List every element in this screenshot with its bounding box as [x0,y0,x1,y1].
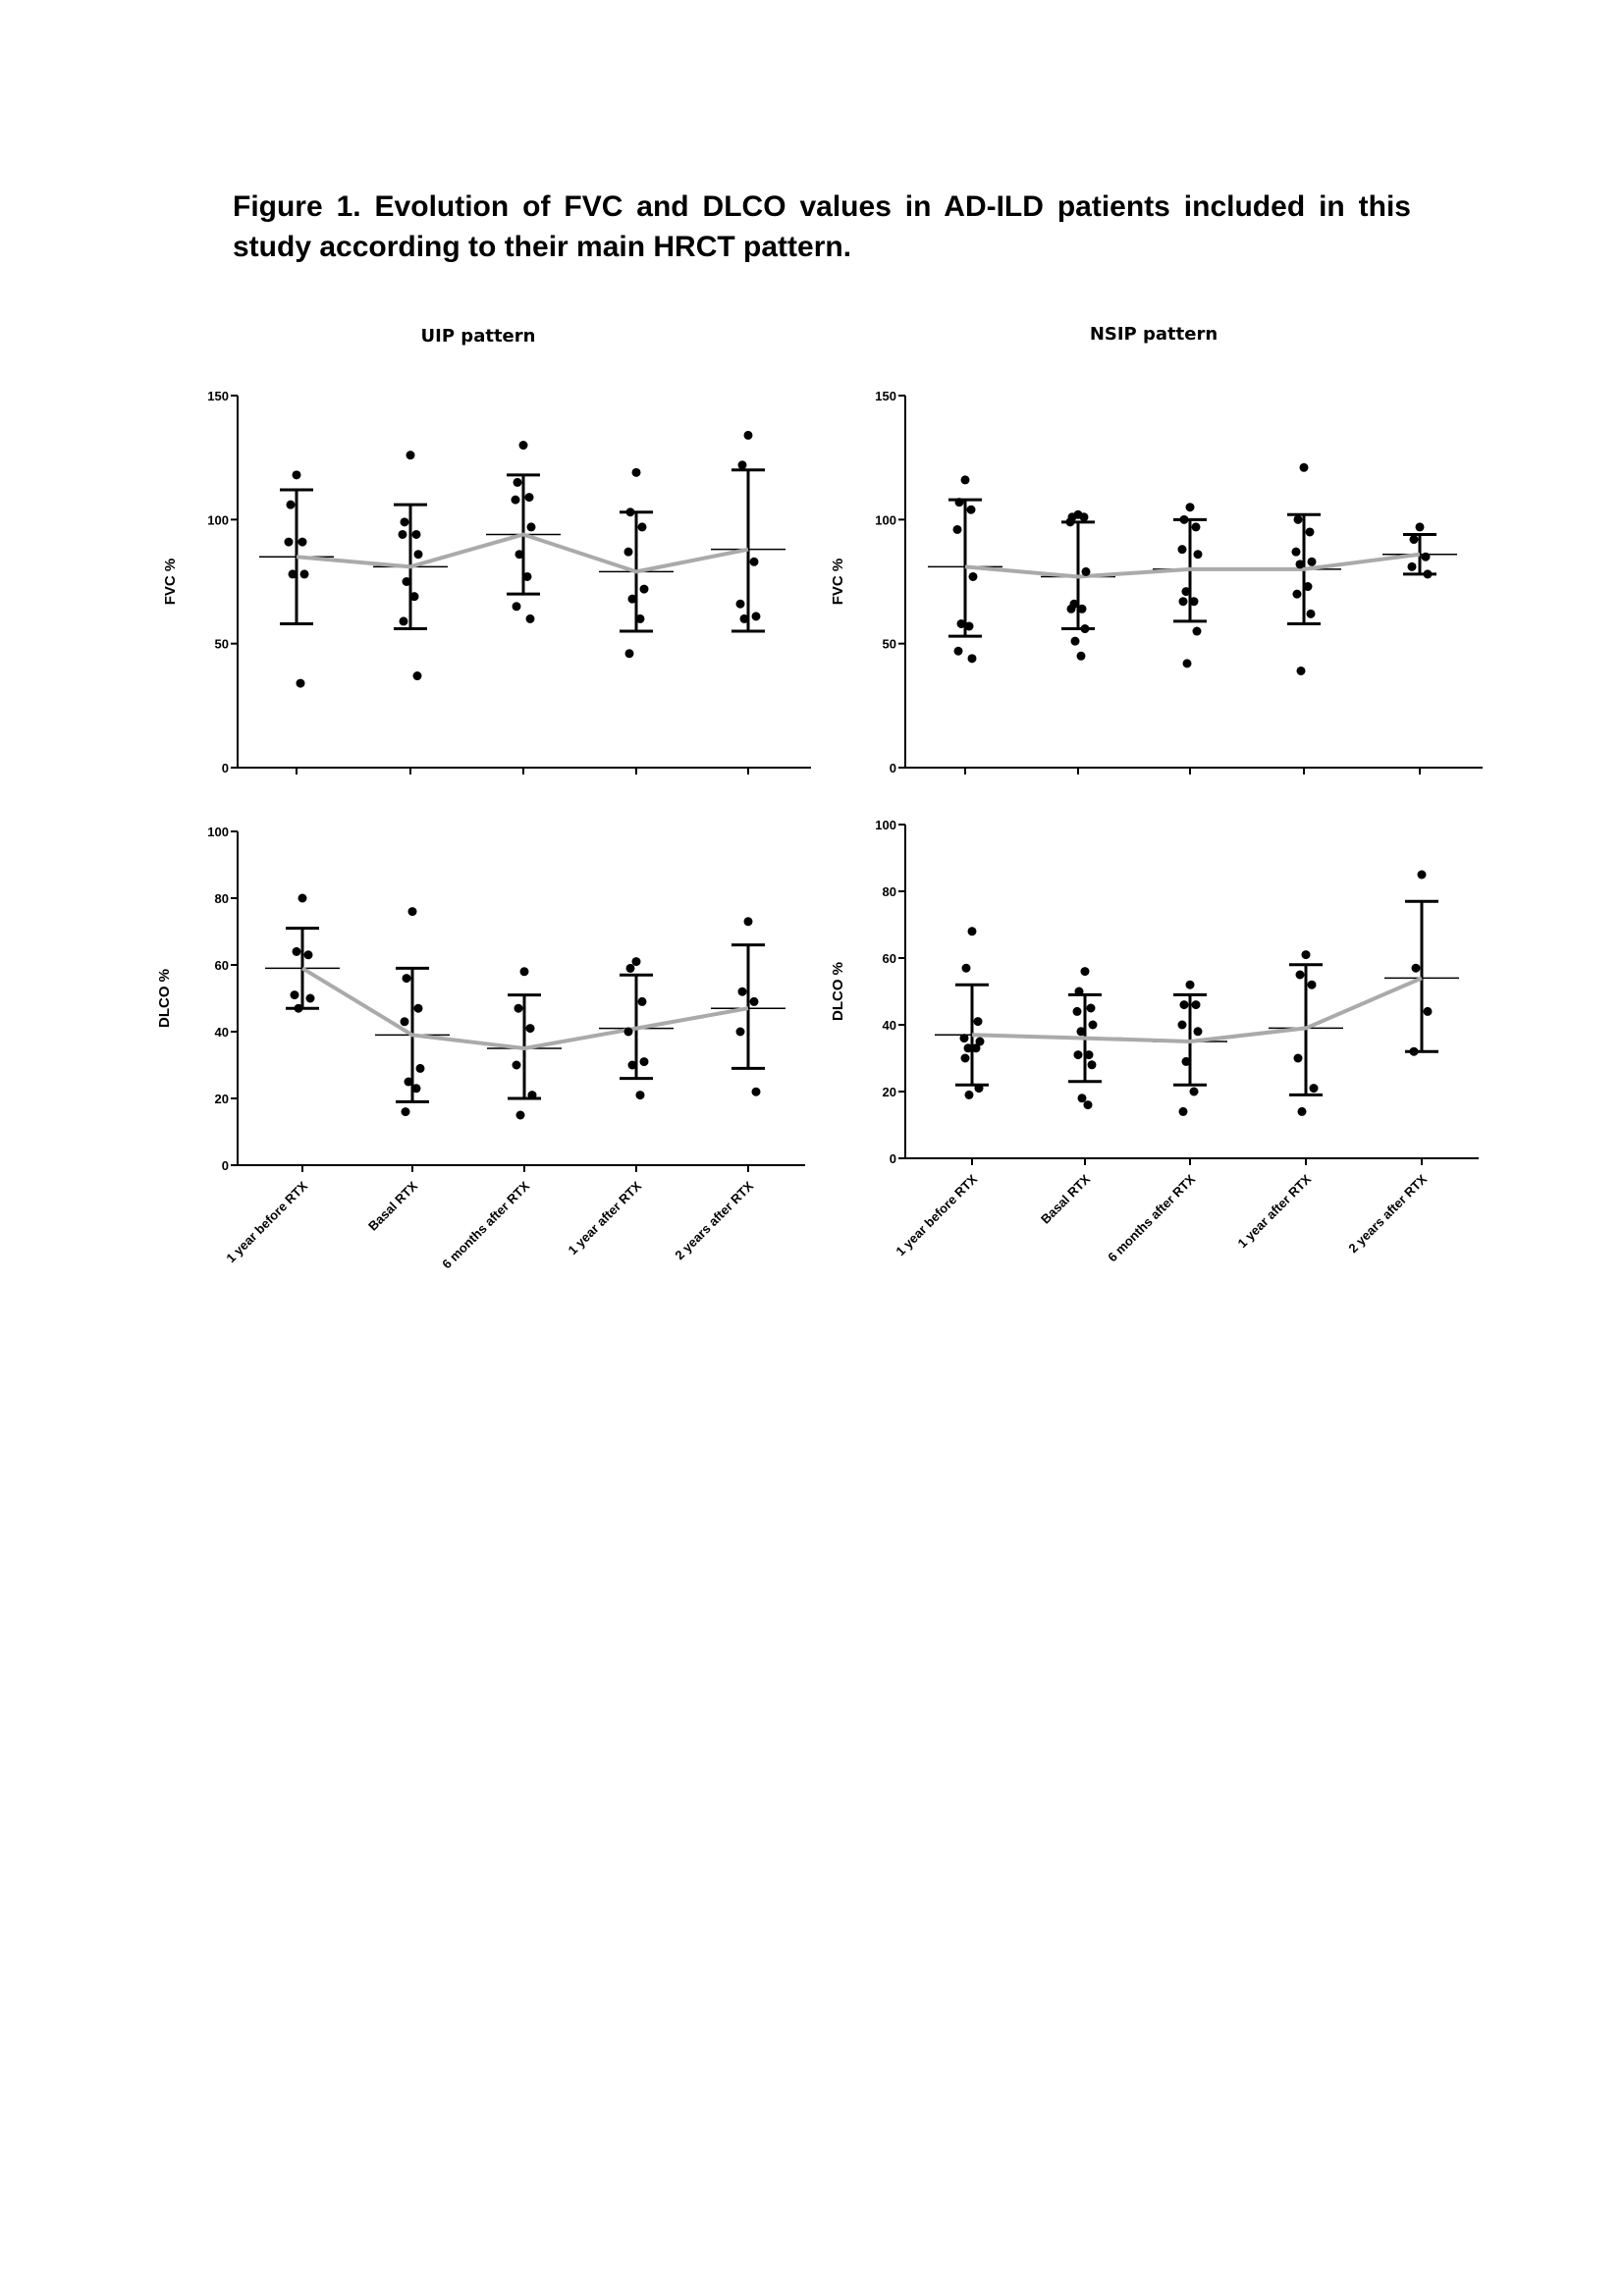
uip-fvc-data-point [297,679,305,688]
nsip-fvc-data-point [955,498,964,507]
nsip-dlco-data-point [1179,1107,1188,1116]
nsip-dlco-data-point [975,1084,984,1093]
nsip-dlco-data-point [1310,1084,1319,1093]
nsip-dlco-data-point [1073,1007,1082,1016]
uip-dlco-data-point [632,957,641,966]
uip-dlco-data-point [405,1078,413,1087]
nsip-dlco-data-point [1178,1021,1187,1030]
nsip-fvc-data-point [1077,652,1086,661]
nsip-fvc-data-point [1293,590,1302,599]
nsip-dlco-data-point [960,1034,969,1042]
nsip-fvc-data-point [1416,522,1425,531]
nsip-dlco-category-label: 1 year after RTX [1234,1171,1315,1252]
nsip-dlco-data-point [1194,1027,1203,1036]
nsip-fvc-data-point [1190,597,1199,606]
nsip-dlco-data-point [1078,1094,1087,1102]
uip-dlco-data-point [306,994,315,1003]
uip-fvc-data-point [632,468,641,477]
nsip-dlco-data-point [968,927,977,935]
nsip-fvc-data-point [1080,512,1089,521]
uip-fvc-data-point [413,671,422,680]
uip-dlco-category-label: 1 year before RTX [223,1178,311,1266]
nsip-fvc-data-point [1081,624,1090,633]
nsip-panel-title: NSIP pattern [1089,324,1218,345]
uip-dlco-data-point [401,1017,409,1026]
uip-fvc-y-tick-label: 0 [221,761,229,775]
nsip-fvc-data-point [1180,515,1189,524]
nsip-fvc-data-point [1307,610,1316,618]
uip-dlco-category-label: 1 year after RTX [565,1178,645,1258]
uip-fvc-data-point [625,649,634,658]
nsip-fvc-data-point [1082,567,1091,576]
uip-dlco-data-point [750,997,759,1006]
uip-dlco-data-point [414,1004,423,1013]
nsip-fvc-data-point [1424,569,1433,578]
nsip-fvc-chart [830,389,1483,775]
nsip-fvc-data-point [954,647,963,656]
nsip-dlco-y-tick-label: 40 [882,1018,896,1033]
nsip-fvc-data-point [1294,515,1303,524]
uip-dlco-data-point [298,894,307,903]
uip-fvc-data-point [414,550,423,559]
figure-title-line-2: study according to their main HRCT pattern. [233,231,852,263]
nsip-fvc-data-point [1071,637,1080,646]
uip-dlco-y-tick-label: 60 [214,958,229,973]
uip-dlco-data-point [304,950,313,959]
nsip-fvc-data-point [1179,597,1188,606]
uip-dlco-data-point [636,1091,645,1099]
nsip-dlco-data-point [1294,1054,1303,1063]
nsip-fvc-y-tick-label: 100 [875,512,896,528]
nsip-fvc-data-point [968,654,977,663]
nsip-dlco-data-point [1298,1107,1307,1116]
nsip-fvc-data-point [1078,605,1087,614]
uip-dlco-data-point [628,1061,637,1070]
nsip-dlco-data-point [1412,964,1421,973]
uip-fvc-data-point [626,507,635,516]
nsip-fvc-mean-line [965,555,1420,577]
uip-fvc-data-point [515,550,524,559]
uip-dlco-data-point [736,1028,745,1037]
uip-fvc-data-point [740,614,749,623]
nsip-dlco-data-point [1074,1050,1083,1059]
uip-dlco-data-point [408,907,417,916]
nsip-dlco-data-point [964,1043,973,1052]
uip-dlco-data-point [528,1091,537,1099]
nsip-dlco-y-tick-label: 20 [882,1085,896,1099]
nsip-fvc-data-point [1300,463,1309,472]
uip-dlco-data-point [738,988,747,996]
uip-fvc-data-point [514,478,522,487]
nsip-dlco-category-label: Basal RTX [1038,1171,1094,1227]
uip-dlco-data-point [526,1024,535,1033]
uip-fvc-data-point [285,538,294,547]
nsip-fvc-data-point [1183,659,1192,667]
uip-fvc-data-point [513,602,521,611]
uip-dlco-data-point [416,1064,425,1073]
nsip-fvc-data-point [1410,535,1419,544]
nsip-dlco-data-point [965,1091,974,1099]
nsip-fvc-y-tick-label: 0 [889,761,896,775]
uip-fvc-data-point [287,501,296,509]
uip-fvc-data-point [526,614,535,623]
figure-title-line-1: Figure 1. Evolution of FVC and DLCO values in AD-ILD patients included in this [233,190,1411,223]
uip-dlco-data-point [402,1107,410,1116]
nsip-dlco-y-tick-label: 100 [875,818,896,832]
uip-dlco-data-point [626,964,635,973]
nsip-dlco-category-label: 1 year before RTX [893,1171,981,1259]
nsip-dlco-data-point [1192,1000,1201,1009]
nsip-dlco-data-point [1085,1050,1094,1059]
nsip-dlco-data-point [1075,988,1084,996]
nsip-fvc-data-point [1067,605,1076,614]
nsip-dlco-data-point [1190,1088,1199,1096]
uip-dlco-data-point [513,1061,521,1070]
uip-fvc-data-point [750,558,759,566]
nsip-dlco-data-point [1186,981,1195,989]
nsip-fvc-data-point [969,572,978,581]
nsip-dlco-data-point [1089,1021,1098,1030]
nsip-dlco-y-axis-label: DLCO % [830,962,846,1021]
uip-dlco-category-label: 6 months after RTX [439,1178,533,1272]
nsip-fvc-data-point [1192,522,1201,531]
uip-fvc-data-point [628,595,637,604]
uip-fvc-data-point [523,572,532,581]
nsip-dlco-data-point [1081,967,1090,976]
uip-fvc-data-point [400,616,408,625]
nsip-dlco-data-point [962,964,971,973]
uip-fvc-chart [162,389,811,775]
nsip-fvc-data-point [1306,527,1315,536]
nsip-fvc-y-tick-label: 50 [882,636,896,652]
nsip-fvc-y-tick-label: 150 [875,389,896,403]
uip-fvc-y-axis-label: FVC % [162,558,179,606]
uip-dlco-category-label: 2 years after RTX [672,1178,757,1263]
nsip-dlco-y-tick-label: 0 [889,1151,896,1166]
uip-fvc-data-point [738,460,747,469]
nsip-dlco-chart [830,818,1479,1264]
uip-dlco-category-label: Basal RTX [365,1178,421,1234]
uip-fvc-data-point [624,548,633,557]
nsip-fvc-data-point [953,525,962,534]
nsip-fvc-data-point [1297,667,1306,675]
nsip-fvc-y-axis-label: FVC % [830,558,846,606]
nsip-fvc-data-point [1194,550,1203,559]
uip-fvc-data-point [744,431,753,440]
nsip-fvc-data-point [1193,627,1202,636]
nsip-dlco-data-point [1410,1047,1419,1056]
uip-fvc-data-point [640,585,649,594]
uip-fvc-data-point [636,614,645,623]
uip-dlco-data-point [291,990,299,999]
nsip-dlco-data-point [961,1054,970,1063]
nsip-dlco-data-point [1418,871,1427,880]
uip-fvc-data-point [519,441,528,450]
nsip-dlco-y-tick-label: 80 [882,884,896,899]
uip-fvc-data-point [399,530,407,539]
nsip-dlco-data-point [1302,950,1311,959]
nsip-dlco-data-point [1087,1004,1096,1013]
uip-fvc-data-point [298,538,307,547]
uip-dlco-y-tick-label: 20 [214,1092,229,1106]
nsip-dlco-data-point [1424,1007,1433,1016]
nsip-fvc-data-point [967,506,976,514]
uip-dlco-chart [156,825,805,1271]
uip-dlco-data-point [514,1004,523,1013]
uip-fvc-data-point [736,600,745,609]
nsip-fvc-data-point [957,619,966,628]
nsip-fvc-data-point [1408,562,1417,571]
uip-fvc-y-tick-label: 150 [207,389,229,403]
uip-dlco-y-tick-label: 0 [221,1158,229,1173]
uip-fvc-data-point [638,522,647,531]
uip-fvc-data-point [300,569,309,578]
nsip-fvc-data-point [1296,560,1305,568]
nsip-fvc-data-point [1066,517,1075,526]
uip-fvc-data-point [752,612,761,620]
nsip-dlco-data-point [1308,981,1317,989]
uip-dlco-data-point [516,1111,525,1120]
nsip-dlco-data-point [1084,1100,1093,1109]
uip-fvc-data-point [406,451,415,459]
nsip-fvc-data-point [965,621,974,630]
uip-dlco-data-point [624,1028,633,1037]
nsip-dlco-y-tick-label: 60 [882,951,896,966]
uip-fvc-data-point [401,517,409,526]
uip-fvc-data-point [403,577,411,586]
nsip-dlco-data-point [1180,1000,1189,1009]
nsip-fvc-data-point [1422,553,1431,561]
uip-dlco-data-point [752,1088,761,1096]
uip-dlco-data-point [640,1057,649,1066]
uip-dlco-data-point [293,947,301,956]
nsip-dlco-data-point [1182,1057,1191,1066]
uip-fvc-data-point [512,496,520,505]
uip-fvc-y-tick-label: 100 [207,512,229,528]
uip-dlco-y-tick-label: 40 [214,1025,229,1040]
uip-fvc-data-point [412,530,421,539]
uip-fvc-y-tick-label: 50 [214,636,229,652]
nsip-dlco-data-point [1296,971,1305,980]
uip-panel-title: UIP pattern [420,326,536,347]
uip-dlco-data-point [520,967,529,976]
uip-dlco-data-point [295,1004,303,1013]
nsip-dlco-data-point [974,1017,983,1026]
nsip-fvc-data-point [1178,545,1187,554]
nsip-fvc-data-point [1308,558,1317,566]
uip-dlco-data-point [412,1084,421,1093]
uip-fvc-data-point [293,470,301,479]
nsip-dlco-data-point [972,1043,981,1052]
uip-fvc-data-point [289,569,298,578]
nsip-fvc-data-point [1182,587,1191,596]
uip-fvc-data-point [410,592,419,601]
uip-fvc-data-point [525,493,534,502]
nsip-dlco-data-point [1077,1027,1086,1036]
uip-dlco-data-point [403,974,411,983]
nsip-dlco-data-point [1088,1060,1097,1069]
nsip-fvc-data-point [1304,582,1313,591]
uip-dlco-y-axis-label: DLCO % [156,969,173,1028]
nsip-dlco-category-label: 2 years after RTX [1345,1171,1431,1256]
nsip-fvc-data-point [1186,503,1195,511]
uip-fvc-data-point [527,522,536,531]
nsip-fvc-data-point [961,475,970,484]
uip-dlco-data-point [744,917,753,926]
uip-dlco-y-tick-label: 100 [207,825,229,839]
nsip-fvc-data-point [1292,548,1301,557]
uip-dlco-y-tick-label: 80 [214,891,229,906]
uip-dlco-data-point [638,997,647,1006]
nsip-dlco-category-label: 6 months after RTX [1105,1171,1199,1265]
